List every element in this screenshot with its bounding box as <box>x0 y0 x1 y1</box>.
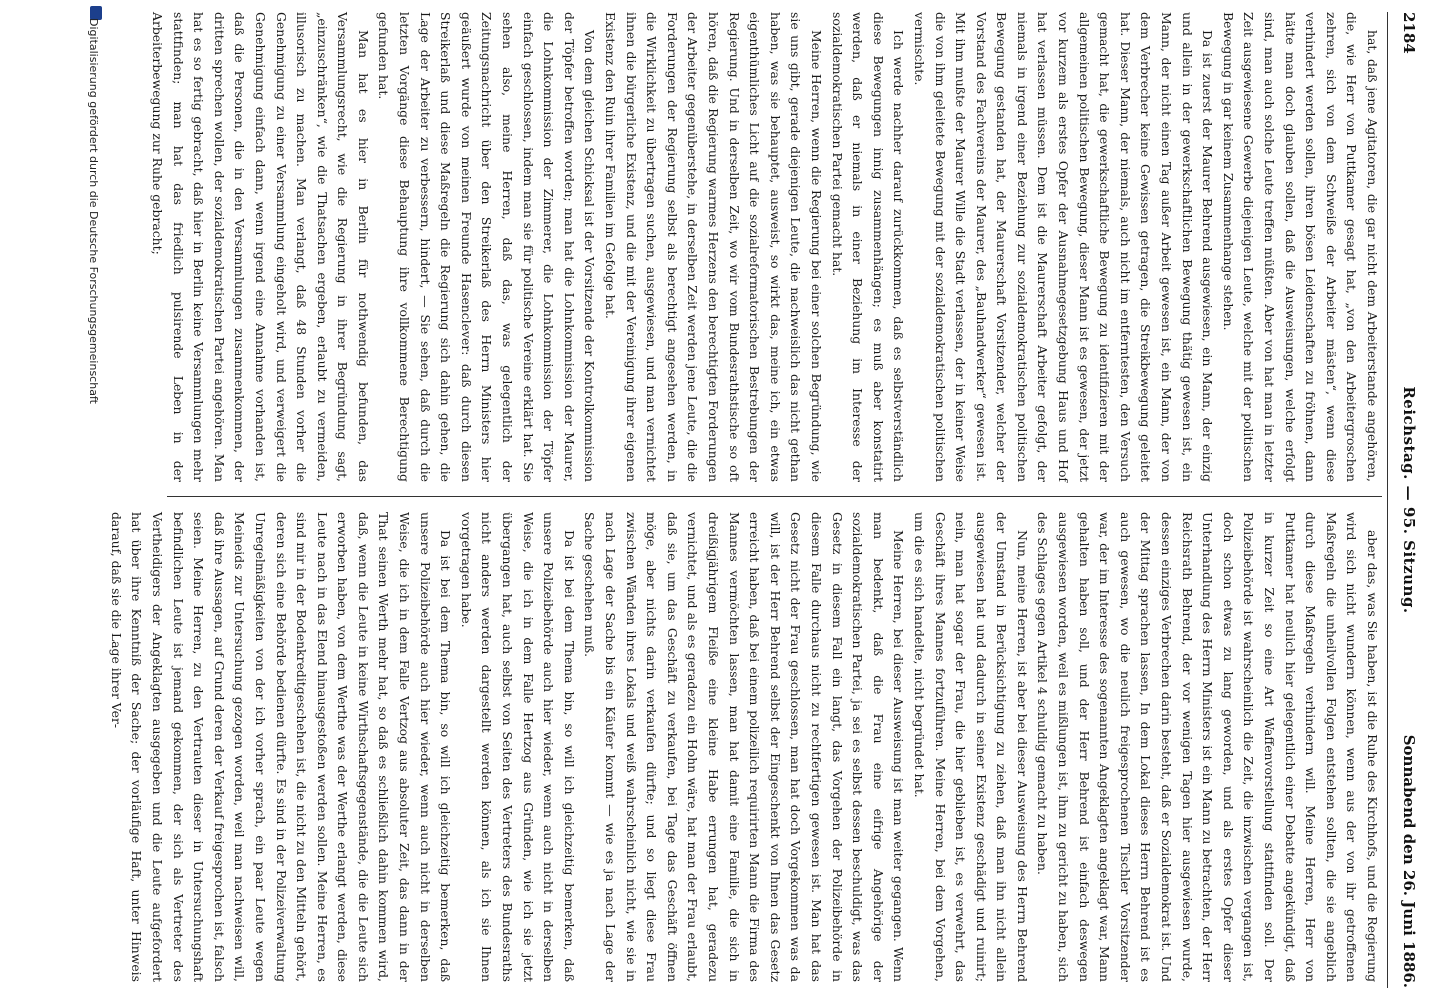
digitization-credit: Digitalisierung gefördert durch die Deutsche Forschungsgemeinschaft <box>87 18 100 404</box>
paragraph: Nun, meine Herren, ist aber bei dieser Ausweisung des Herrn Behrend der Umstand in Berücksichtigung zu ziehen, daß man ihn nicht allein ausgewiesen hat und dadurch in seiner Existenz geschädigt und ruinirt; nein, man hat sogar der Frau, die hier geblieben ist, es verwehrt, das Geschäft ihres Mannes fortzuführen. Meine Herren, bei dem Vorgehen, um die es sich handelte, nicht begründet hat. <box>911 512 1030 982</box>
paragraph: Man hat es hier in Berlin für nothwendig befunden, das Versammlungsrecht, wie die Regierung in ihrer Begründung sagt, „einzuschränken“, wie die Thatsachen ergeben, erlaubt zu vermeiden, illusorisch zu machen. Man verlangt, daß 48 Stunden vorher die Genehmigung zu einer Versammlung eingeholt wird, und verweigert die Genehmigung einfach dann, wenn irgend eine Annahme vorhanden ist, daß die Personen, die in den Versammlungen zusammenkommen, der dritten sprechen wollen, der sozialdemokratischen Partei angehören. Man hat es so fertig gebracht, daß hier in Berlin keine Versammlungen mehr stattfinden; man hat das friedlich pulsirende Leben in der Arbeiterbewegung zur Ruhe gebracht; <box>149 12 371 482</box>
right-column <box>108 512 1382 982</box>
header-rule <box>1387 12 1388 988</box>
page-header <box>1388 0 1432 1000</box>
left-column <box>149 12 1382 482</box>
paragraph: Ich werde nachher darauf zurückkommen, daß es selbstverständlich diese Bewegungen innig zusammenhängen; es muß aber konstatirt werden, daß er niemals in einer Beziehung im Interesse der sozialdemokratischen Partei gemacht hat. <box>829 12 907 482</box>
paragraph: Da ist bei dem Thema bin, so will ich gleichzeitig bemerken, daß unsere Polizeibehörde auch hier wieder, wenn auch nicht in derselben Weise, die ich in dem Falle Vertzog aus absoluter Zeit, das dann in der That seinen Werth mehr hat, so daß es schließlich dahin kommen wird, daß, wenn die Leute in keine Wirthschaftsgegenstände, die die Leute sich erworben haben, von dem Werthe was der Werthe erlangt werden, diese Leute nach in das Elend hinausgestoßen werden sollen. Meine Herren, es sind mir in der Bodenkreditgeschehen ist, die nicht zu den Mitteln gehört, deren sich eine Behörde bedienen dürfte. Es sind in der Polizeiverwaltung Unregelmäßigkeiten von der ich vorher sprach, ein paar Leute wegen Meineids zur Untersuchung gezogen worden, weil man nachweisen will, daß ihre Aussagen, auf Grund deren der Verkauf freigesprochen ist, falsch seien. Meine Herren, zu den Vertrauten dieser in Untersuchungshaft befindlichen Leute ist jemand gekommen, der sich als Vertreter des Vertheidigers der Angeklagten ausgegeben und die Leute aufgefordert hat über ihre Kenntniß der Sache; der vorläufige Haft, unter Hinweis darauf, daß sie die Lage ihrer Ver- <box>108 512 454 982</box>
paragraph: hat, daß jene Agitatoren, die gar nicht dem Arbeiterstande angehören, die, wie Herr von Puttkamer gesagt hat, „von den Arbeitergroschen zehren, sich von dem Schweiße der Arbeiter mästen“, wenn diese verhindert werden sollen, ihren bösen Leidenschaften zu fröhnen, dann hätte man doch glauben sollen, daß die Ausweisungen, welche erfolgt sind, man auch solche Leute treffen müßten. Aber von hat man in letzter Zeit ausgewiesene Gewerbe diejenigen Leute, welche mit der politischen Bewegung in gar keinem Zusammenhange stehen. <box>1220 12 1380 482</box>
column-divider <box>167 496 1382 497</box>
paragraph: Meine Herren, bei dieser Ausweisung ist man weiter gegangen. Wenn man bedenkt, daß die Frau eine eifrige Angehörige der sozialdemokratischen Partei, ja sei es selbst dessen beschuldigt, was das Gesetz in diesem Fall ein langt, das Vorgehen der Polizeibehörde in diesem Falle durchaus nicht zu rechtfertigen gewesen ist. Man hat das Gesetz nicht der Frau geschlossen, man hat doch Vorgekommen was da will, ist der Herr Behrend selbst der Eingeschenkt von Ihnen das Gesetz erreicht haben, daß bei einem polizeilich requirirten Mann die Firma des Mannes vermöchten lassen, man hat damit eine Familie, die sich in dreißigjährigem Fleiße eine kleine Habe errungen hat, geradezu vernichtet, und als es geradezu ein Hohn wäre, hat man der Frau erlaubt, daß sie, um das Geschäft zu verkaufen, bei Tage das Geschäft öffnen möge, aber nichts darin verkaufen dürfte; und so liegt diese Frau zwischen Wänden ihres Lokals und weiß wahrscheinlich nicht, wie sie in nach Lage der Sache bis ein Käufer kommt — wie es ja nach Lage der Sache geschehen muß. <box>582 512 907 982</box>
paragraph: Da ist bei dem Thema bin, so will ich gleichzeitig bemerken, daß unsere Polizeibehörde auch hier wieder, wenn auch nicht in derselben Weise, die ich in dem Falle Hertzog aus Gründen, wie ich sie jetzt übergangen hat, auch selbst von Seiten des Vertreters des Bundesraths nicht anders werden dargestellt werden können, als ich sie Ihnen vorgetragen habe. <box>458 512 577 982</box>
running-title: Reichstag. — 95. Sitzung. <box>1400 386 1418 614</box>
paragraph: aber das, was Sie haben, ist die Ruhe des Kirchhofs, und die Regierung wird sich nicht wundern können, wenn aus der von ihr getroffenen Maßregeln die unheilvollen Folgen entstehen sollten, die sie angeblich durch diese Maßregeln verhindern will. Meine Herren, Herr von Puttkamer hat neulich hier gelegentlich einer Debatte angekündigt, daß in kurzer Zeit so eine Art Waffenvorstellung stattfinden soll. Der Polizeibehörde ist wahrscheinlich die Zeit, die inzwischen vergangen ist, doch schon etwas zu lang geworden, und als erstes Opfer dieser Unterhandlung des Herrn Ministers ist ein Mann zu betrachten, der Herr Reichsrath Behrend, der vor wenigen Tagen hier ausgewiesen wurde, dessen einziges Verbrechen darin besteht, daß er Sozialdemokrat ist. Und der Mittag sprachen lassen, In dem Lokal dieses Herrn Behrend ist es auch gewesen, wo die neulich freigesprochenen Tischler Vorsitzender war, der im Interesse des sogenannten Angeklagten angeklagt war, Mann gehalten haben soll, und der Herr Behrend ist einfach deswegen ausgewiesen worden, weil es mißlungen ist, ihm zu gericht zu haben, sich des Schlages gegen Artikel 4 schuldig gemacht zu haben. <box>1035 512 1380 982</box>
page-footer <box>72 0 112 1000</box>
paragraph: Da ist zuerst der Maurer Behrend ausgewiesen, ein Mann, der einzig und allein in der gewerkschaftlichen Bewegung thätig gewesen ist, ein Mann, der nicht einen Tag außer Arbeit gewesen ist, ein Mann, der von dem Verbrecher keine Gewissen getragen, die Streikbewegung geleitet hat. Dieser Mann, der niemals, auch nicht im entferntesten, den Versuch gemacht hat, die gewerkschaftliche Bewegung zu identifizieren mit der allgemeinen politischen Bewegung, dieser Mann ist es gewesen, der jetzt vor kurzem als erstes Opfer der Ausnahmegesetzgebung Haus und Hof hat verlassen müssen. Dem ist die Maurerschaft Arbeiter gefolgt, der niemals in irgend einer Beziehung zur sozialdemokratischen politischen Bewegung gestanden hat, der Maurerschaft Vorsitzender, welcher der Vorstand des Fachvereins der Maurer, des „Bauhandwerker“ gewesen ist. Mit ihm mußte der Maurer Wille die Stadt verlassen, der in keiner Weise die von ihm geleitete Bewegung mit der sozialdemokratischen politischen vermischte. <box>911 12 1216 482</box>
paragraph: Meine Herren, wenn die Regierung bei einer solchen Begründung, wie sie uns gibt, gerade diejenigen Leute, die nachweislich das nicht gethan haben, was sie behauptet, ausweist, so wirkt das, meine ich, ein etwas eigenthümliches Licht auf die sozialreformatorischen Bestrebungen der Regierung. Und in derselben Zeit, wo wir vom Bundesrathstische so oft hören, daß die Regierung warmes Herzens den berechtigten Forderungen der Arbeiter gegenüberstehe, in derselben Zeit werden jene Leute, die die Forderungen der Regierung selbst als berechtigt angesehen werden, in die Wirklichkeit zu übertragen suchen, ausgewiesen, und man vernichtet ihnen die bürgerliche Existenz, und die mit der Vereinigung ihrer eigenen Existenz den Ruin ihrer Familien im Gefolge hat. <box>603 12 824 482</box>
page-number: 2184 <box>1400 12 1418 54</box>
sitting-date: Sonnabend den 26. Juni 1886. <box>1400 734 1418 988</box>
paragraph: Von dem gleichen Schicksal ist der Vorsitzende der Kontrolkommission der Töpfer betroffen worden; man hat die Lohnkommission der Maurer, die Lohnkommission der Zimmerer, die Lohnkommission der Töpfer einfach geschlossen, indem man sie für politische Vereine erklärt hat. Sie sehen also, meine Herren, daß das, was gelegentlich der Zeitungsnachricht über den Streikerlaß des Herrn Ministers hier geäußert wurde von meinen Freunde Hasenclever: daß durch diesen Streikerlaß und diese Maßregeln die Regierung sich dahin gehen, die Lage der Arbeiter zu verbessern, hindert, — Sie sehen, daß durch die letzten Vorgänge diese Behauptung ihre vollkommene Berechtigung gefunden hat. <box>376 12 598 482</box>
